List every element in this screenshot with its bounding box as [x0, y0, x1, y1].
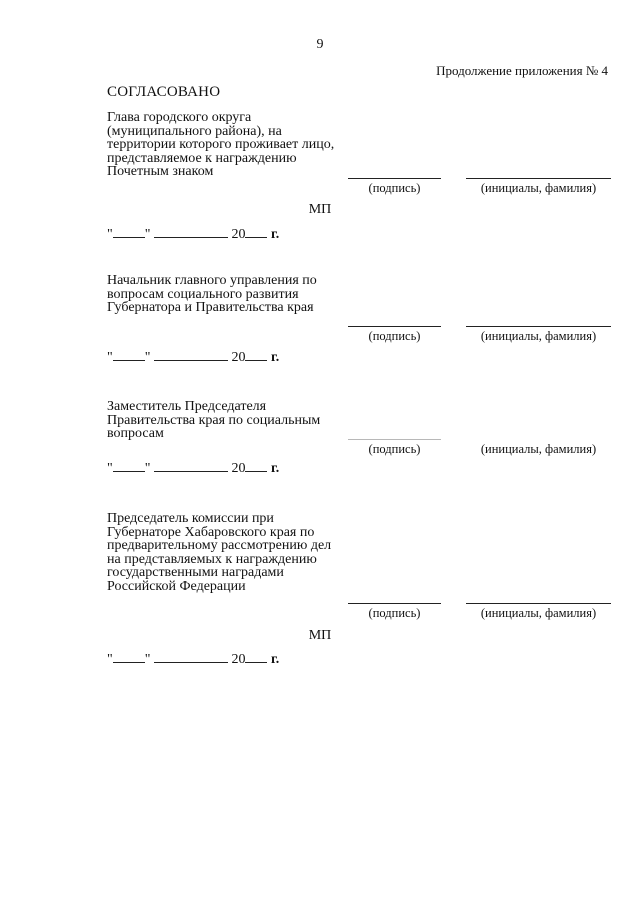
date-close-quote: ": [144, 652, 151, 667]
signature-line-4: [348, 603, 441, 604]
year-blank: [245, 460, 267, 472]
year-suffix: г.: [270, 461, 280, 476]
year-blank: [245, 651, 267, 663]
year-suffix: г.: [270, 350, 280, 365]
signature-caption-1: (подпись): [368, 181, 421, 195]
signature-line-3: [348, 439, 441, 440]
name-caption-3: (инициалы, фамилия): [480, 442, 597, 456]
name-caption-2: (инициалы, фамилия): [480, 329, 597, 343]
year-suffix: г.: [270, 227, 280, 242]
name-caption-4: (инициалы, фамилия): [480, 606, 597, 620]
name-line-1: [466, 178, 611, 179]
signature-caption-4: (подпись): [368, 606, 421, 620]
month-blank: [154, 460, 228, 472]
agreed-heading: СОГЛАСОВАНО: [107, 84, 221, 100]
name-line-2: [466, 326, 611, 327]
date-line-3: [107, 460, 279, 477]
month-blank: [154, 226, 228, 238]
signature-line-2: [348, 326, 441, 327]
year-blank: [245, 226, 267, 238]
position-title-2: Начальник главного управления по вопросам социального развития Губернатора и Правительства края: [107, 273, 317, 315]
year-prefix: 20: [231, 461, 246, 476]
date-open-quote: ": [107, 227, 113, 242]
year-prefix: 20: [231, 350, 246, 365]
signature-line-1: [348, 178, 441, 179]
date-open-quote: ": [107, 461, 113, 476]
date-close-quote: ": [144, 350, 151, 365]
page-number: 9: [316, 37, 324, 52]
signature-caption-3: (подпись): [368, 442, 421, 456]
date-line-2: [107, 349, 279, 366]
date-open-quote: ": [107, 350, 113, 365]
day-blank: [113, 226, 145, 238]
date-close-quote: ": [144, 461, 151, 476]
stamp-label-2: МП: [308, 628, 332, 643]
day-blank: [113, 460, 145, 472]
appendix-continuation-note: Продолжение приложения № 4: [436, 63, 608, 78]
date-line-4: [107, 651, 279, 668]
position-title-1: Глава городского округа (муниципального района), на территории которого проживает лицо, представляемое к награждению Почетным знаком: [107, 110, 335, 179]
position-title-3: Заместитель Председателя Правительства края по социальным вопросам: [107, 399, 321, 441]
month-blank: [154, 349, 228, 361]
year-prefix: 20: [231, 227, 246, 242]
date-open-quote: ": [107, 652, 113, 667]
name-line-4: [466, 603, 611, 604]
month-blank: [154, 651, 228, 663]
day-blank: [113, 349, 145, 361]
date-line-1: [107, 226, 279, 243]
signature-caption-2: (подпись): [368, 329, 421, 343]
year-blank: [245, 349, 267, 361]
day-blank: [113, 651, 145, 663]
year-suffix: г.: [270, 652, 280, 667]
stamp-label-1: МП: [308, 202, 332, 217]
position-title-4: Председатель комиссии при Губернаторе Хабаровского края по предварительному рассмотрению дел на представляемых к награждению государственными наградами Российской Федерации: [107, 511, 332, 594]
date-close-quote: ": [144, 227, 151, 242]
year-prefix: 20: [231, 652, 246, 667]
name-caption-1: (инициалы, фамилия): [480, 181, 597, 195]
